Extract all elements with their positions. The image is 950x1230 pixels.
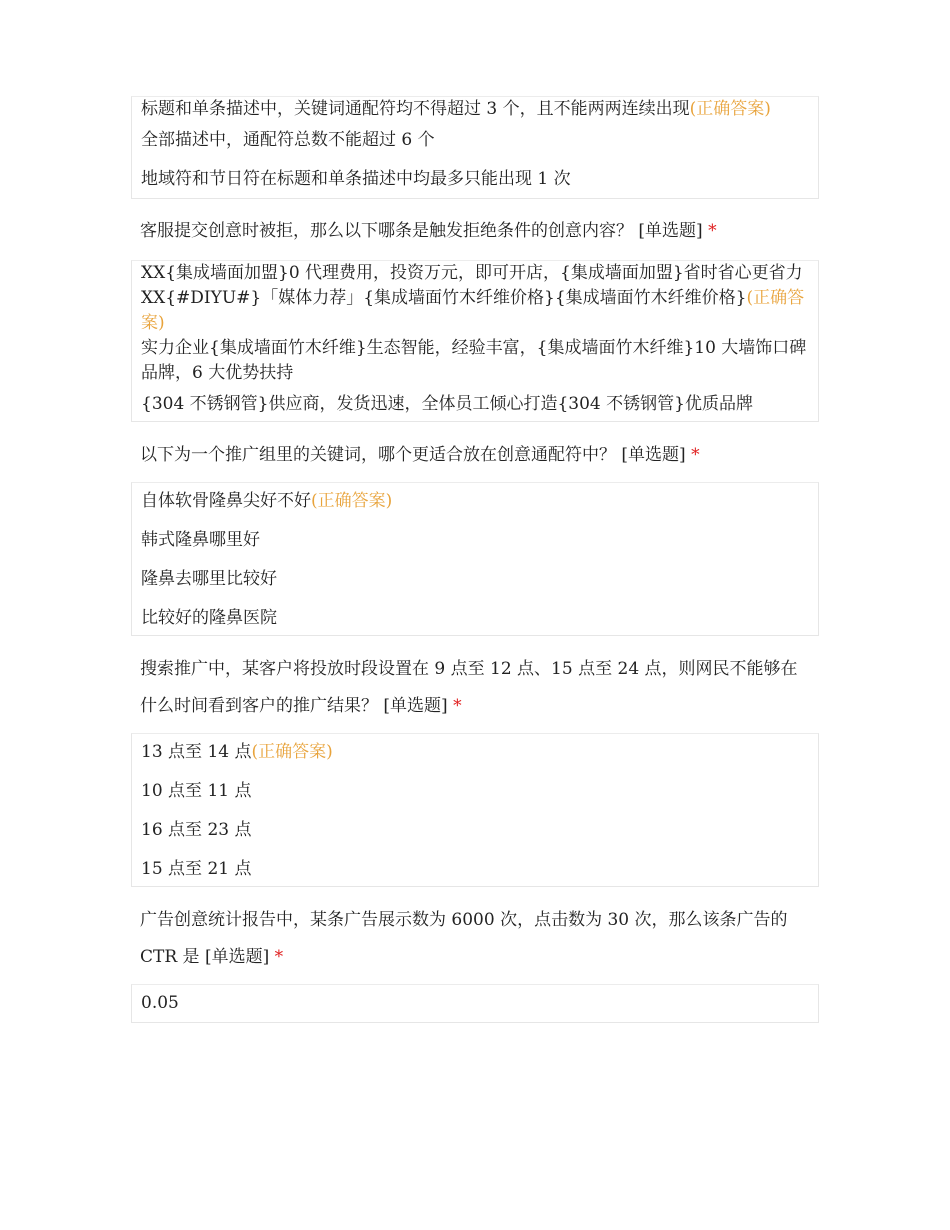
option-q0-c xyxy=(141,167,809,192)
option-text: 15 点至 21 点 xyxy=(141,859,252,879)
option-q1-c xyxy=(141,336,809,386)
correct-answer-tag: (正确答案) xyxy=(311,491,393,511)
correct-answer-tag: (正确答案) xyxy=(141,288,805,333)
question-title-q1 xyxy=(131,213,819,250)
option-q3-b xyxy=(141,779,809,804)
option-text: 实力企业{集成墙面竹木纤维}生态智能，经验丰富，{集成墙面竹木纤维}10 大墙饰口碑品牌，6 大优势扶持 xyxy=(141,338,807,383)
option-text: 16 点至 23 点 xyxy=(141,820,252,840)
option-q2-c xyxy=(141,567,809,592)
option-text: {304 不锈钢管}供应商，发货迅速，全体员工倾心打造{304 不锈钢管}优质品牌 xyxy=(141,394,753,414)
correct-answer-tag: (正确答案) xyxy=(251,742,333,762)
option-q2-a xyxy=(141,489,809,514)
question-text: 广告创意统计报告中，某条广告展示数为 6000 次，点击数为 30 次，那么该条广告的 CTR 是 [单选题] xyxy=(140,910,788,967)
option-q2-b xyxy=(141,528,809,553)
required-mark: * xyxy=(691,445,700,465)
option-text: 比较好的隆鼻医院 xyxy=(141,608,277,628)
required-mark: * xyxy=(708,221,717,241)
question-text: 客服提交创意时被拒，那么以下哪条是触发拒绝条件的创意内容？ [单选题] xyxy=(140,221,703,241)
option-q2-d xyxy=(141,606,809,631)
answer-box-q4 xyxy=(131,984,819,1023)
option-text: 13 点至 14 点 xyxy=(141,742,252,762)
options-box-q1 xyxy=(131,260,819,422)
question-title-q4 xyxy=(131,902,819,976)
option-text: 隆鼻去哪里比较好 xyxy=(141,569,277,589)
option-q0-b xyxy=(141,128,809,153)
option-text: 自体软骨隆鼻尖好不好 xyxy=(141,491,311,511)
options-box-q0 xyxy=(131,96,819,199)
option-text: 标题和单条描述中，关键词通配符均不得超过 3 个，且不能两两连续出现 xyxy=(141,99,690,119)
question-text: 搜索推广中，某客户将投放时段设置在 9 点至 12 点、15 点至 24 点，则网民不能够在什么时间看到客户的推广结果？ [单选题] xyxy=(140,659,798,716)
answer-value: 0.05 xyxy=(141,993,179,1013)
options-box-q2 xyxy=(131,482,819,636)
option-q1-a xyxy=(141,261,809,286)
question-title-q3 xyxy=(131,651,819,725)
survey-page xyxy=(131,96,819,1023)
options-box-q3 xyxy=(131,733,819,887)
option-q1-b xyxy=(141,286,809,336)
option-q3-c xyxy=(141,818,809,843)
option-text: XX{#DIYU#}「媒体力荐」{集成墙面竹木纤维价格}{集成墙面竹木纤维价格} xyxy=(141,288,747,308)
option-q3-d xyxy=(141,857,809,882)
option-text: 地域符和节日符在标题和单条描述中均最多只能出现 1 次 xyxy=(141,169,571,189)
option-text: 全部描述中，通配符总数不能超过 6 个 xyxy=(141,130,435,150)
question-title-q2 xyxy=(131,437,819,474)
question-text: 以下为一个推广组里的关键词，哪个更适合放在创意通配符中？ [单选题] xyxy=(140,445,686,465)
option-text: 10 点至 11 点 xyxy=(141,781,252,801)
correct-answer-tag: (正确答案) xyxy=(689,99,771,119)
option-q0-a xyxy=(141,97,809,122)
required-mark: * xyxy=(453,696,462,716)
option-text: XX{集成墙面加盟}0 代理费用，投资万元，即可开店，{集成墙面加盟}省时省心更省力 xyxy=(141,263,803,283)
option-q1-d xyxy=(141,392,809,417)
required-mark: * xyxy=(274,947,284,967)
option-text: 韩式隆鼻哪里好 xyxy=(141,530,260,550)
option-q3-a xyxy=(141,740,809,765)
